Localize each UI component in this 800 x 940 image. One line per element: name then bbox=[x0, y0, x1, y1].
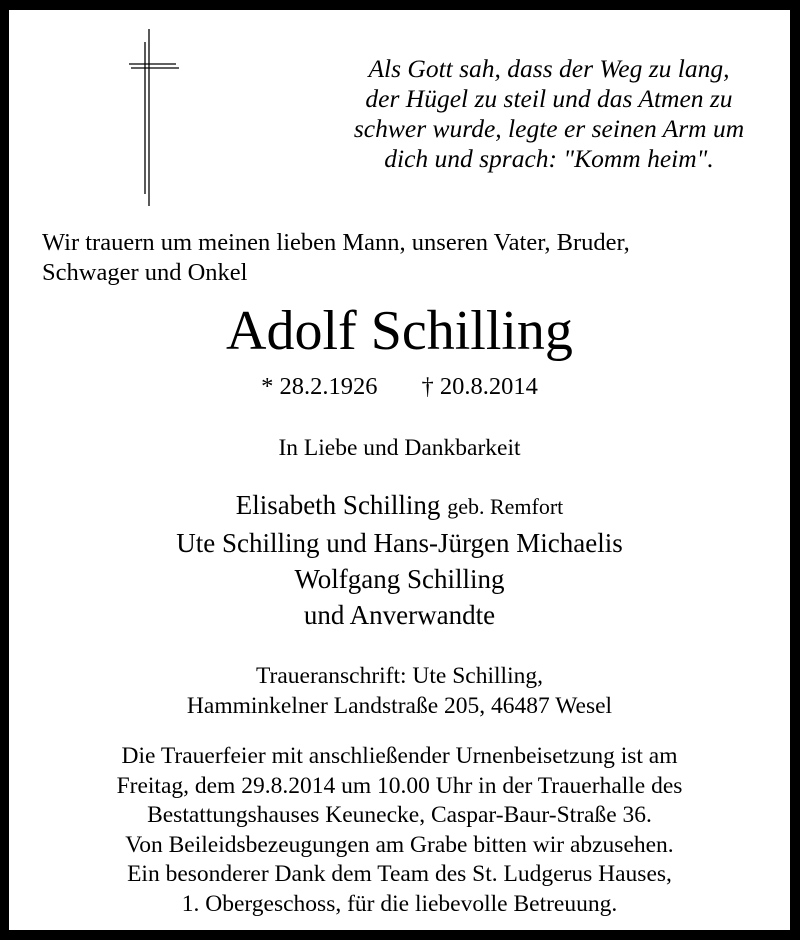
verse-line: Als Gott sah, dass der Weg zu lang, bbox=[368, 54, 730, 83]
intro-line: Schwager und Onkel bbox=[42, 259, 248, 286]
ceremony-line: Bestattungshauses Keunecke, Caspar-Baur-Straße 36. bbox=[147, 802, 652, 829]
deceased-name: Adolf Schilling bbox=[226, 300, 573, 362]
cross-icon bbox=[120, 29, 180, 209]
ceremony-line: Ein besonderer Dank dem Team des St. Ludgerus Hauses, bbox=[127, 861, 672, 888]
birth-date: * 28.2.1926 bbox=[261, 373, 378, 400]
thanks-line: In Liebe und Dankbarkeit bbox=[278, 435, 521, 461]
ceremony-line: Freitag, dem 29.8.2014 um 10.00 Uhr in der Trauerhalle des bbox=[116, 772, 683, 799]
death-cross-icon: † bbox=[421, 373, 434, 400]
family-list bbox=[9, 487, 790, 633]
ceremony-info bbox=[9, 742, 790, 920]
family-member: Ute Schilling und Hans-Jürgen Michaelis bbox=[176, 528, 623, 558]
ceremony-line: 1. Obergeschoss, für die liebevolle Betreuung. bbox=[181, 890, 618, 917]
family-member: Wolfgang Schilling bbox=[294, 564, 505, 594]
verse bbox=[314, 54, 784, 174]
verse-line: dich und sprach: "Komm heim". bbox=[384, 144, 714, 173]
life-dates bbox=[9, 372, 790, 402]
family-member: und Anverwandte bbox=[303, 600, 496, 630]
ceremony-line: Die Trauerfeier mit anschließender Urnenbeisetzung ist am bbox=[121, 743, 678, 769]
verse-line: schwer wurde, legte er seinen Arm um bbox=[353, 114, 745, 143]
verse-line: der Hügel zu steil und das Atmen zu bbox=[365, 84, 733, 113]
family-member bbox=[9, 487, 790, 525]
maiden-name: geb. Remfort bbox=[447, 494, 564, 519]
death-date: 20.8.2014 bbox=[439, 373, 538, 400]
intro-line: Wir trauern um meinen lieben Mann, unseren Vater, Bruder, bbox=[42, 229, 630, 256]
mourning-intro bbox=[42, 228, 782, 288]
widow-name: Elisabeth Schilling bbox=[235, 490, 441, 520]
obituary-notice bbox=[9, 10, 790, 930]
address-line: Traueranschrift: Ute Schilling, bbox=[256, 663, 543, 689]
address-line: Hamminkelner Landstraße 205, 46487 Wesel bbox=[186, 693, 613, 719]
ceremony-line: Von Beileidsbezeugungen am Grabe bitten wir abzusehen. bbox=[125, 831, 674, 858]
mourning-address bbox=[9, 661, 790, 721]
